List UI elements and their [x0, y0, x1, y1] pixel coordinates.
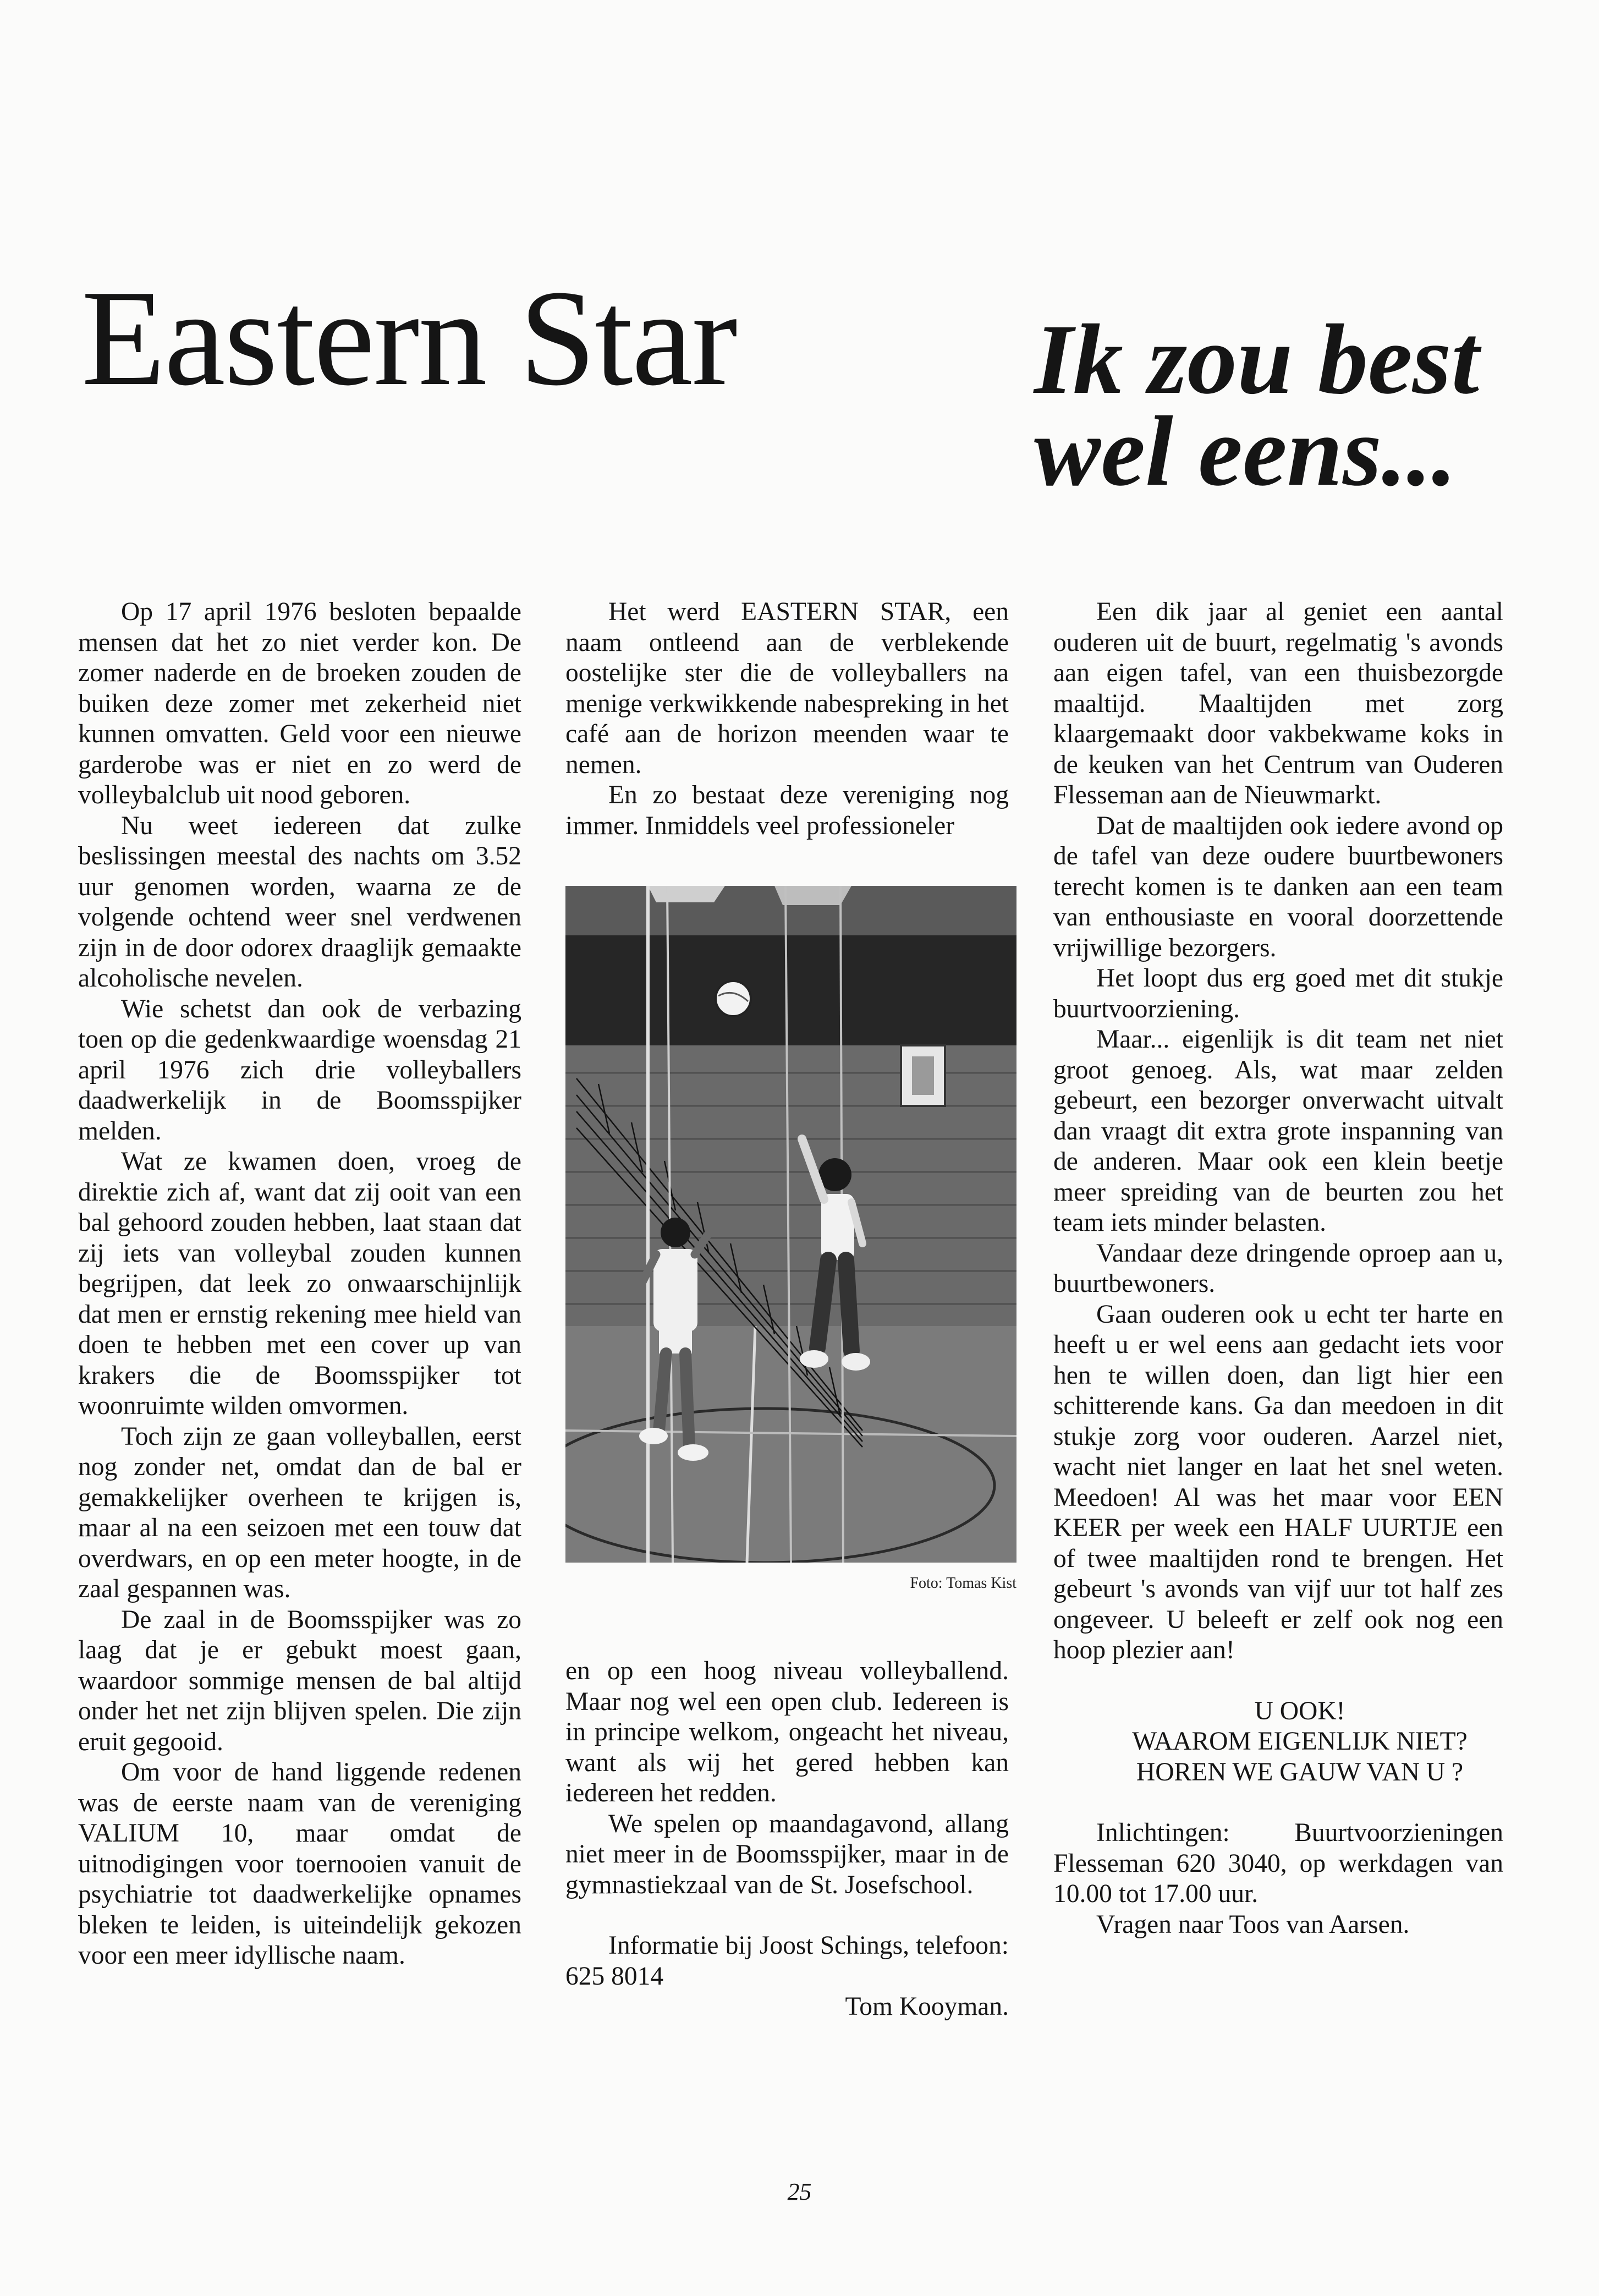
photo-credit: Foto: Tomas Kist: [910, 1575, 1016, 1592]
paragraph: Toch zijn ze gaan volleyballen, eerst nog zonder net, omdat dan de bal er gemakkelijker overheen te krijgen is, maar al na een seizoen met een touw dat overdwars, en op een meter hoogte, in de zaal gespannen was.: [78, 1422, 521, 1603]
article-subtitle: Ik zou best wel eens...: [1034, 304, 1480, 507]
callout-line: HOREN WE GAUW VAN U ?: [1136, 1757, 1464, 1787]
paragraph: Vragen naar Toos van Aarsen.: [1096, 1910, 1410, 1939]
paragraph: Maar... eigenlijk is dit team net niet groot genoeg. Als, wat maar zelden gebeurt, een bezorger onverwacht uitvalt dan vraagt dit extra grote inspanning van de anderen. Maar ook een klein beetje meer spreiding van de beurten zou het team iets minder belasten.: [1053, 1025, 1503, 1237]
paragraph: Vandaar deze dringende oproep aan u, buurtbewoners.: [1053, 1239, 1503, 1298]
paragraph: Informatie bij Joost Schings, telefoon: 625 8014: [565, 1931, 1009, 1991]
spacer: [1053, 1788, 1503, 1818]
paragraph: We spelen op maandagavond, allang niet meer in de Boomsspijker, maar in de gymnastiekzaal van de St. Josefschool.: [565, 1809, 1009, 1899]
article-title: Eastern Star: [81, 262, 737, 414]
paragraph: Inlichtingen: Buurtvoorzieningen Flesseman 620 3040, op werkdagen van 10.00 tot 17.00 uur.: [1053, 1818, 1503, 1908]
paragraph: Om voor de hand liggende redenen was de eerste naam van de vereniging VALIUM 10, maar omdat de uitnodigingen voor toernooien vanuit de psychiatrie tot daadwerkelijke opnames bleken te leiden, is uiteindelijk gekozen voor een meer idyllische naam.: [78, 1758, 521, 1970]
volleyball-photo: [565, 886, 1016, 1563]
callout: [1053, 1696, 1503, 1788]
callout-line: WAAROM EIGENLIJK NIET?: [1132, 1727, 1468, 1756]
paragraph: En zo bestaat deze vereniging nog immer. Inmiddels veel professioneler: [565, 781, 1009, 840]
paragraph: Wie schetst dan ook de verbazing toen op die gedenkwaardige woensdag 21 april 1976 zich drie volleyballers daadwerkelijk in de Boomsspijker melden.: [78, 994, 521, 1146]
page-number: 25: [787, 2178, 812, 2205]
column-2-lower: [565, 1656, 1009, 2023]
spacer: [565, 1900, 1009, 1931]
column-3: [1053, 597, 1503, 1940]
paragraph: Gaan ouderen ook u echt ter harte en heeft u er wel eens aan gedacht iets voor hen te willen doen, dan ligt hier een schitterende kans. Ga dan meedoen in dit stukje zorg voor ouderen. Aarzel niet, wacht niet langer en laat het snel weten. Meedoen! Al was het maar voor EEN KEER per week een HALF UURTJE een of twee maaltijden rond te brengen. Het gebeurt 's avonds van vijf uur tot half zes ongeveer. U beleeft er zelf ook nog een hoop plezier aan!: [1053, 1300, 1503, 1664]
paragraph: en op een hoog niveau volleyballend. Maar nog wel een open club. Iedereen is in principe welkom, ongeacht het niveau, want als wij het gered hebben kan iedereen het redden.: [565, 1657, 1009, 1807]
paragraph: Nu weet iedereen dat zulke beslissingen meestal des nachts om 3.52 uur genomen worden, waarna ze de volgende ochtend weer snel verdwenen zijn in de door odorex draaglijk gemaakte alcoholische nevelen.: [78, 811, 521, 993]
paragraph: Het werd EASTERN STAR, een naam ontleend aan de verblekende oostelijke ster die de volleyballers na menige verkwikkende nabespreking in het café aan de horizon meenden waar te nemen.: [565, 598, 1009, 779]
paragraph: Op 17 april 1976 besloten bepaalde mensen dat het zo niet verder kon. De zomer naderde en de broeken zouden de buiken deze zomer met zekerheid niet kunnen omvatten. Geld voor een nieuwe garderobe was er niet en zo werd de volleybalclub uit nood geboren.: [78, 598, 521, 809]
volleyball-photo-illustration: [565, 886, 1016, 1563]
author-signature: Tom Kooyman.: [845, 1992, 1009, 2021]
paragraph: Wat ze kwamen doen, vroeg de direktie zich af, want dat zij ooit van een bal gehoord zouden hebben, laat staan dat zij iets van volleybal zouden kunnen begrijpen, dat leek zo onwaarschijnlijk dat men er ernstig rekening mee hield van doen te hebben met een cover up van krakers die de Boomsspijker tot woonruimte wilden omvormen.: [78, 1147, 521, 1420]
paragraph: Dat de maaltijden ook iedere avond op de tafel van deze oudere buurtbewoners terecht komen is te danken aan een team van enthousiaste en vooral doorzettende vrijwillige bezorgers.: [1053, 811, 1503, 962]
callout-line: U OOK!: [1254, 1696, 1345, 1725]
paragraph: De zaal in de Boomsspijker was zo laag dat je er gebukt moest gaan, waardoor sommige mensen de bal altijd onder het net zijn blijven spelen. Die zijn eruit gegooid.: [78, 1605, 521, 1756]
column-1: [78, 597, 521, 1971]
spacer: [1053, 1666, 1503, 1696]
paragraph: Het loopt dus erg goed met dit stukje buurtvoorziening.: [1053, 964, 1503, 1023]
paragraph: Een dik jaar al geniet een aantal ouderen uit de buurt, regelmatig 's avonds aan eigen tafel, van een thuisbezorgde maaltijd. Maaltijden met zorg klaargemaakt door vakbekwame koks in de keuken van het Centrum van Ouderen Flesseman aan de Nieuwmarkt.: [1053, 598, 1503, 809]
